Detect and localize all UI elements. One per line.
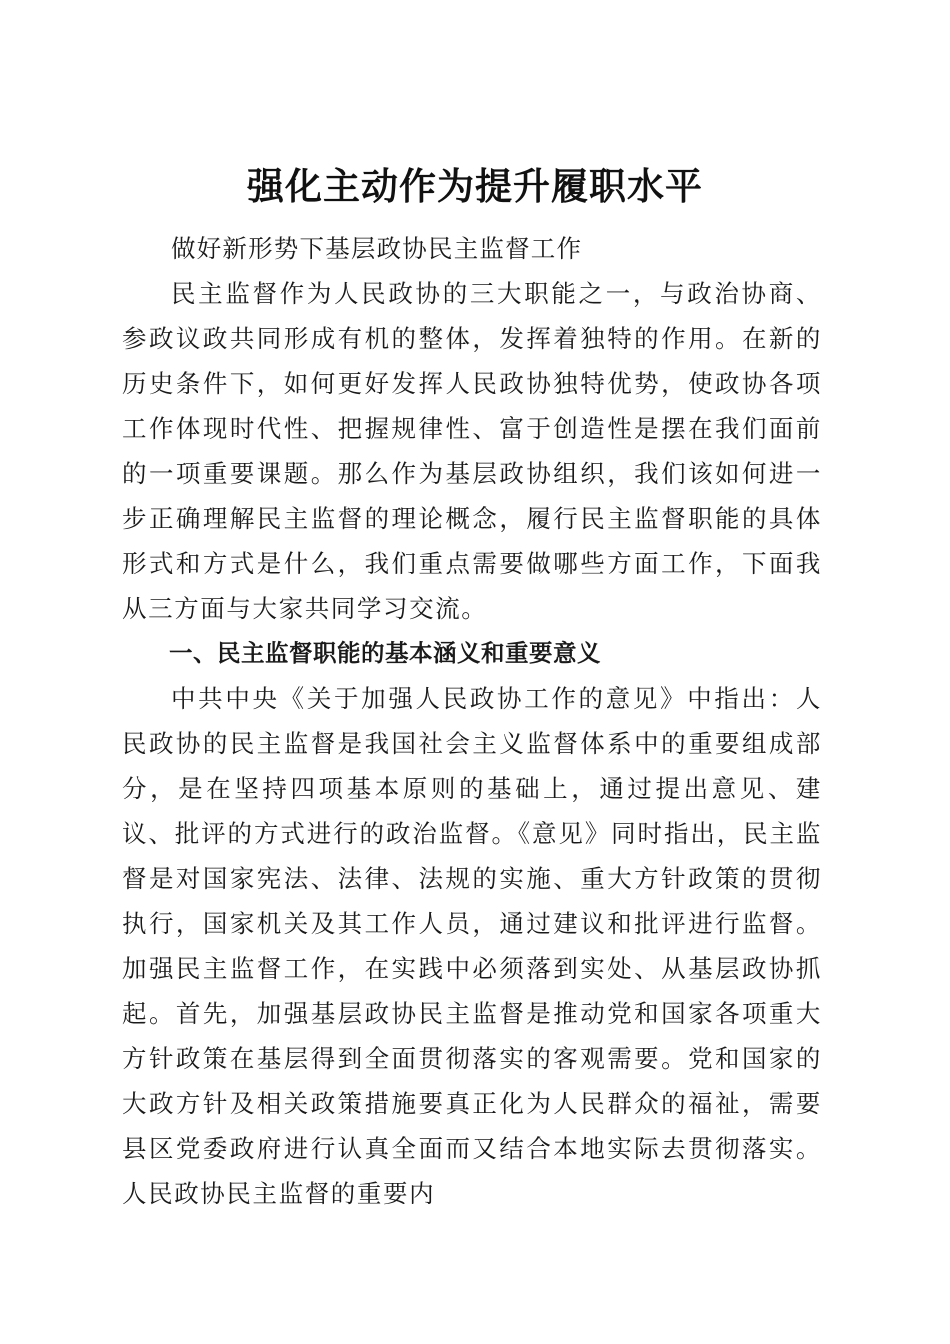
section-heading: 一、民主监督职能的基本涵义和重要意义 xyxy=(169,639,601,667)
document-subtitle: 做好新形势下基层政协民主监督工作 xyxy=(171,234,583,263)
document-title: 强化主动作为提升履职水平 xyxy=(247,163,703,208)
paragraph-intro: 民主监督作为人民政协的三大职能之一，与政治协商、参政议政共同形成有机的整体，发挥着独特的作用。在新的历史条件下，如何更好发挥人民政协独特优势，使政协各项工作体现时代性、把握规律性、富于创造性是摆在我们面前的一项重要课题。那么作为基层政协组织，我们该如何进一步正确理解民主监督的理论概念，履行民主监督职能的具体形式和方式是什么，我们重点需要做哪些方面工作，下面我从三方面与大家共同学习交流。 xyxy=(122,279,822,623)
document-body xyxy=(122,226,822,1216)
paragraph-section-1: 中共中央《关于加强人民政协工作的意见》中指出：人民政协的民主监督是我国社会主义监督体系中的重要组成部分，是在坚持四项基本原则的基础上，通过提出意见、建议、批评的方式进行的政治监督。《意见》同时指出，民主监督是对国家宪法、法律、法规的实施、重大方针政策的贯彻执行，国家机关及其工作人员，通过建议和批评进行监督。加强民主监督工作，在实践中必须落到实处、从基层政协抓起。首先，加强基层政协民主监督是推动党和国家各项重大方针政策在基层得到全面贯彻落实的客观需要。党和国家的大政方针及相关政策措施要真正化为人民群众的福祉，需要县区党委政府进行认真全面而又结合本地实际去贯彻落实。人民政协民主监督的重要内 xyxy=(122,684,822,1208)
